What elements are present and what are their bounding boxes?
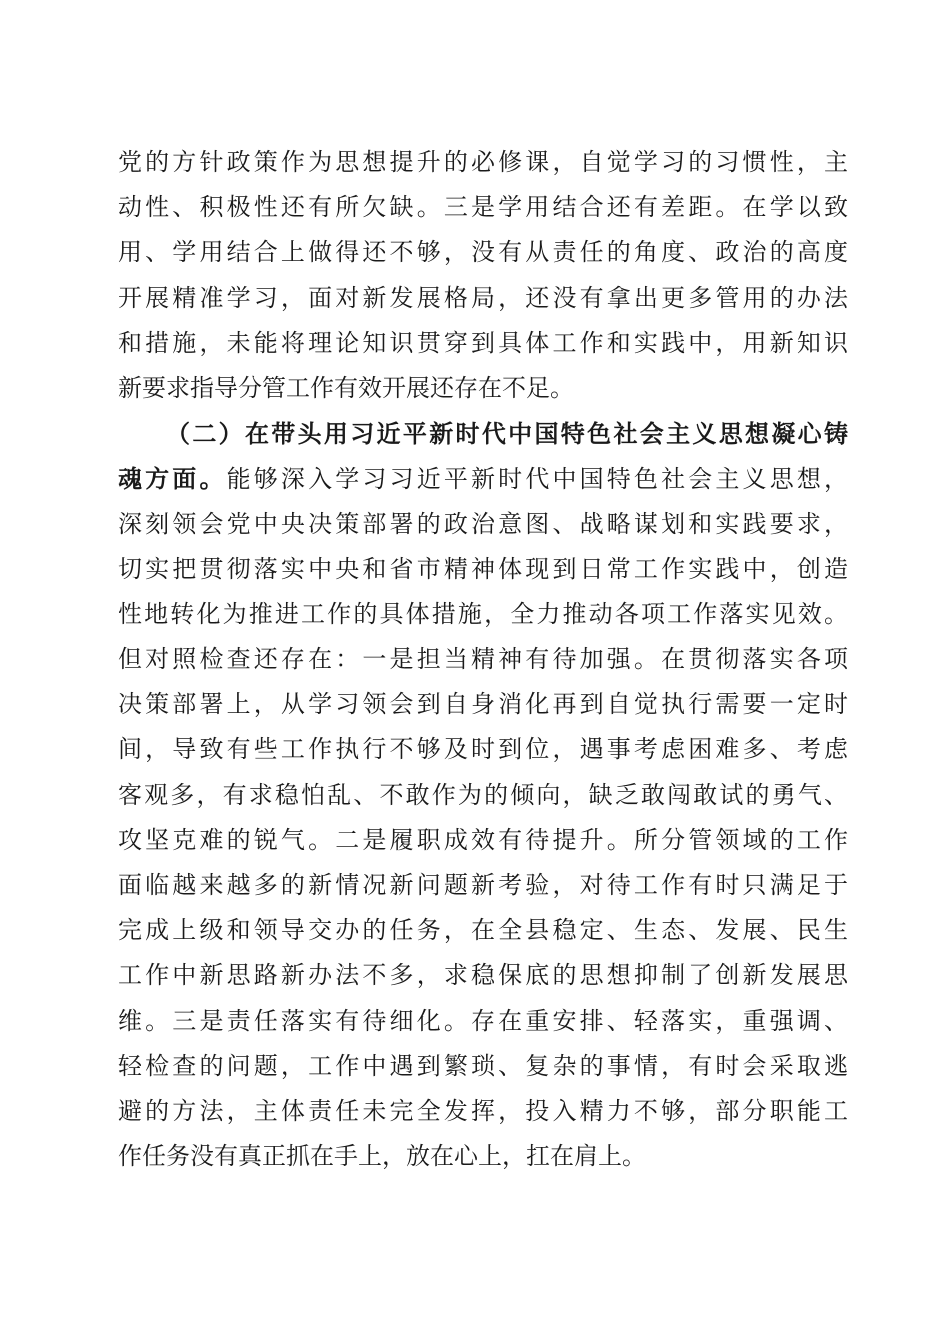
paragraph-2-line: 完成上级和领导交办的任务，在全县稳定、生态、发展、民生 [118,916,848,945]
paragraph-2-line: 轻检查的问题，工作中遇到繁琐、复杂的事情，有时会采取逃 [118,1051,848,1080]
paragraph-2-line: 切实把贯彻落实中央和省市精神体现到日常工作实践中，创造 [118,554,848,583]
paragraph-2-line: 工作中新思路新办法不多，求稳保底的思想抑制了创新发展思 [118,961,848,990]
paragraph-2-line: 面临越来越多的新情况新问题新考验，对待工作有时只满足于 [118,871,848,899]
paragraph-2-line: 维。三是责任落实有待细化。存在重安排、轻落实，重强调、 [118,1006,848,1035]
paragraph-1-line: 党的方针政策作为思想提升的必修课，自觉学习的习惯性，主 [118,148,848,176]
paragraph-2-line: 避的方法，主体责任未完全发挥，投入精力不够，部分职能工 [118,1096,848,1125]
paragraph-2-line: 客观多，有求稳怕乱、不敢作为的倾向，缺乏敢闯敢试的勇气、 [118,780,848,809]
paragraph-2-line: 但对照检查还存在：一是担当精神有待加强。在贯彻落实各项 [118,645,848,674]
section-heading-end: 魂方面。 [118,464,227,494]
paragraph-2-line: 攻坚克难的锐气。二是履职成效有待提升。所分管领域的工作 [118,825,848,854]
paragraph-2-line: 深刻领会党中央决策部署的政治意图、战略谋划和实践要求， [118,509,848,538]
paragraph-1-line: 和措施，未能将理论知识贯穿到具体工作和实践中，用新知识 [118,328,848,357]
paragraph-1-line: 动性、积极性还有所欠缺。三是学用结合还有差距。在学以致 [118,193,848,222]
document-body [118,140,848,1179]
paragraph-1-line: 用、学用结合上做得还不够，没有从责任的角度、政治的高度 [118,238,848,267]
paragraph-2-line: 作任务没有真正抓在手上，放在心上，扛在肩上。 [118,1142,646,1171]
paragraph-2-line: 决策部署上，从学习领会到自身消化再到自觉执行需要一定时 [118,690,848,719]
paragraph-2-line: 间，导致有些工作执行不够及时到位，遇事考虑困难多、考虑 [118,735,848,764]
paragraph-2-line [118,456,848,501]
paragraph-2-line: 性地转化为推进工作的具体措施，全力推动各项工作落实见效。 [118,599,848,628]
paragraph-1-line: 开展精准学习，面对新发展格局，还没有拿出更多管用的办法 [118,283,848,312]
paragraph-2-text: 能够深入学习习近平新时代中国特色社会主义思想， [226,465,849,494]
section-heading-line: （二）在带头用习近平新时代中国特色社会主义思想凝心铸 [166,419,848,449]
paragraph-1-line: 新要求指导分管工作有效开展还存在不足。 [118,373,574,402]
